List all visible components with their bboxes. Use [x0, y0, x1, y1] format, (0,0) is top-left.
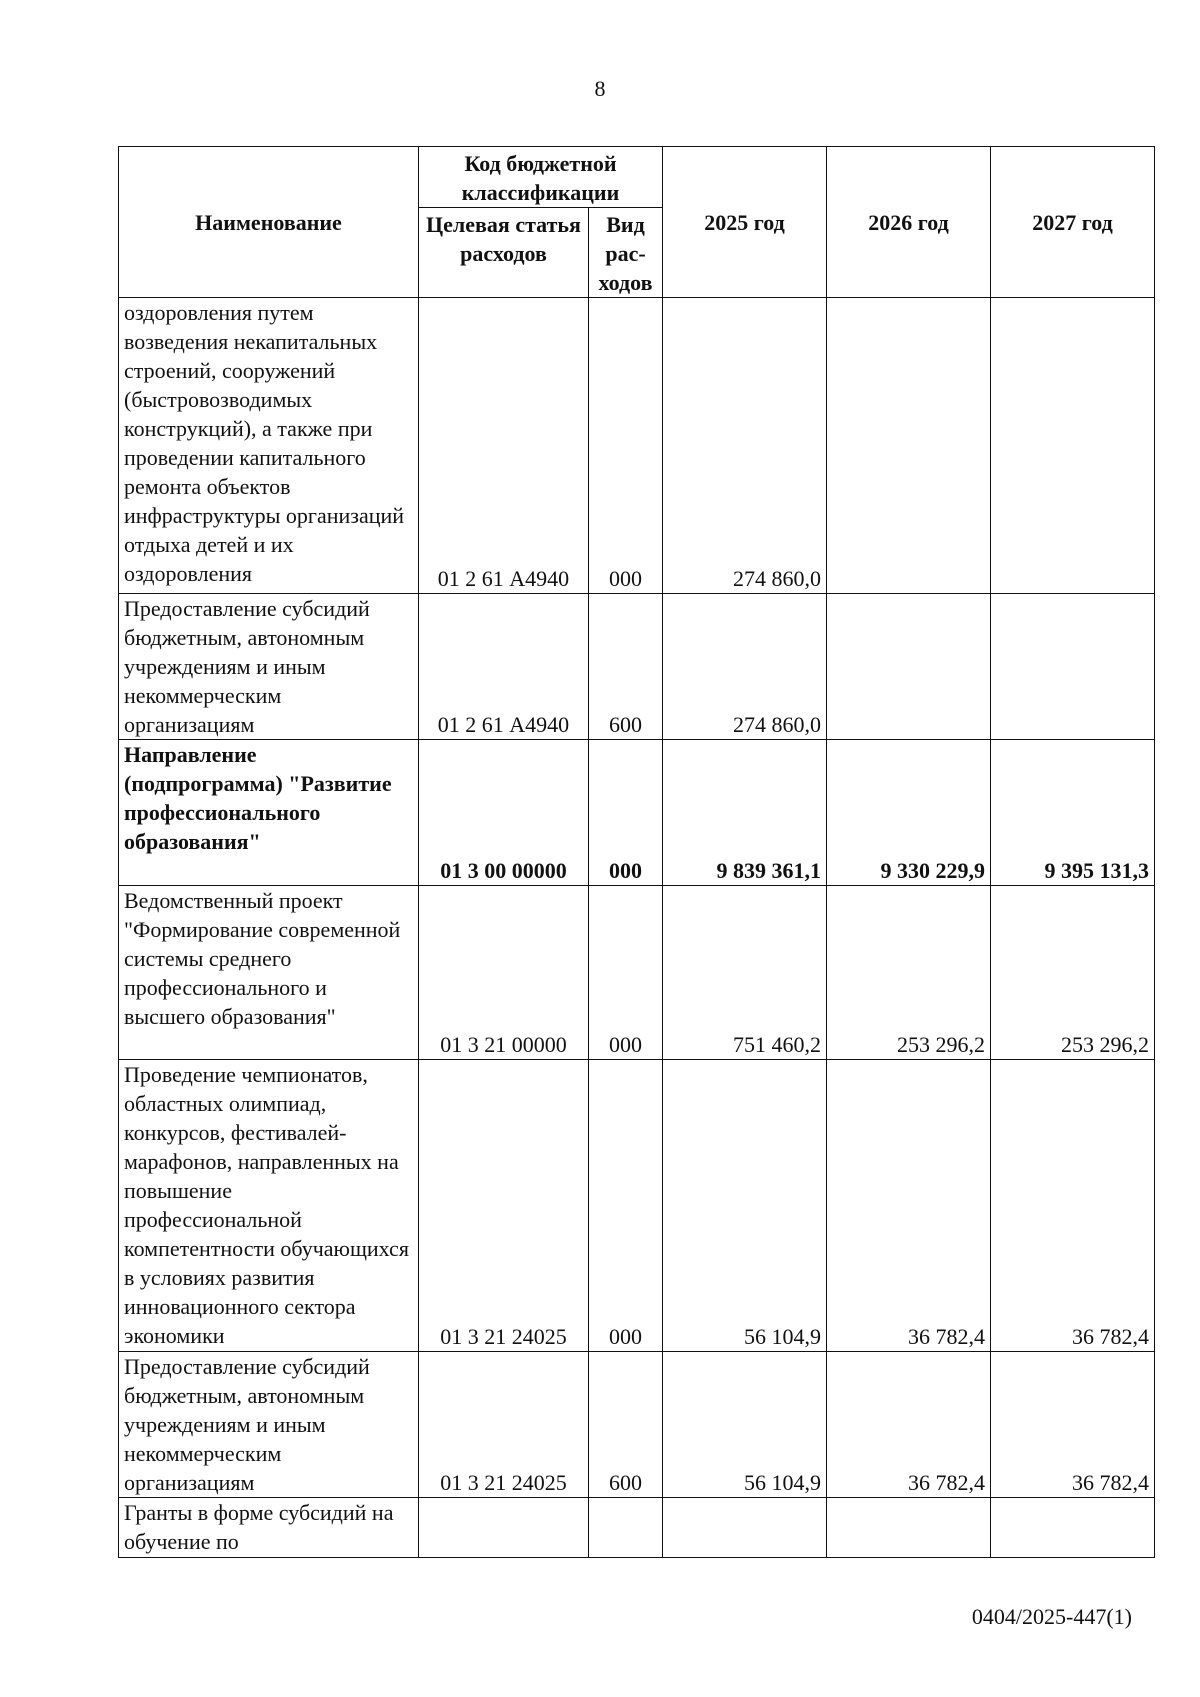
row-expense-type: 000	[589, 298, 663, 594]
row-value-2026	[827, 298, 991, 594]
table-row	[119, 594, 1155, 740]
row-value-2027	[991, 594, 1155, 740]
header-year-2025: 2025 год	[663, 147, 827, 298]
row-expense-type: 000	[589, 886, 663, 1060]
row-value-2026: 253 296,2	[827, 886, 991, 1060]
row-value-2026	[827, 1498, 991, 1558]
table-row	[119, 1060, 1155, 1352]
row-name: Гранты в форме субсидий на обучение по	[119, 1498, 419, 1558]
row-name: Предоставление субсидий бюджетным, автономным учреждениям и иным некоммерческим организациям	[119, 594, 419, 740]
table-row	[119, 1498, 1155, 1558]
row-target-code: 01 3 21 24025	[419, 1352, 589, 1498]
table-row	[119, 298, 1155, 594]
header-year-2027: 2027 год	[991, 147, 1155, 298]
table-body	[119, 298, 1155, 1558]
row-value-2025: 56 104,9	[663, 1060, 827, 1352]
row-value-2027	[991, 298, 1155, 594]
header-expense-type: Вид рас-ходов	[589, 208, 663, 298]
row-value-2025: 9 839 361,1	[663, 740, 827, 886]
table-row	[119, 740, 1155, 886]
row-target-code: 01 2 61 А4940	[419, 594, 589, 740]
row-value-2025: 274 860,0	[663, 594, 827, 740]
header-name: Наименование	[119, 147, 419, 298]
row-target-code: 01 3 00 00000	[419, 740, 589, 886]
row-name: оздоровления путем возведения некапитальных строений, сооружений (быстровозводимых конструкций), а также при проведении капитального ремонта объектов инфраструктуры организаций отдыха детей и их оздоровления	[119, 298, 419, 594]
row-expense-type	[589, 1498, 663, 1558]
row-value-2025	[663, 1498, 827, 1558]
row-value-2027: 36 782,4	[991, 1352, 1155, 1498]
row-value-2027: 9 395 131,3	[991, 740, 1155, 886]
row-name: Ведомственный проект "Формирование современной системы среднего профессионального и высшего образования"	[119, 886, 419, 1060]
table-row	[119, 886, 1155, 1060]
row-value-2025: 274 860,0	[663, 298, 827, 594]
row-name: Предоставление субсидий бюджетным, автономным учреждениям и иным некоммерческим организациям	[119, 1352, 419, 1498]
document-id: 0404/2025-447(1)	[971, 1604, 1132, 1629]
table-header	[119, 147, 1155, 298]
budget-table	[118, 146, 1155, 1558]
row-value-2026: 36 782,4	[827, 1060, 991, 1352]
row-target-code: 01 2 61 А4940	[419, 298, 589, 594]
row-name: Проведение чемпионатов, областных олимпиад, конкурсов, фестивалей-марафонов, направленных на повышение профессиональной компетентности обучающихся в условиях развития инновационного сектора экономики	[119, 1060, 419, 1352]
row-value-2026: 36 782,4	[827, 1352, 991, 1498]
row-value-2026	[827, 594, 991, 740]
page-number: 8	[594, 76, 606, 101]
row-value-2025: 751 460,2	[663, 886, 827, 1060]
row-value-2025: 56 104,9	[663, 1352, 827, 1498]
row-value-2026: 9 330 229,9	[827, 740, 991, 886]
table-row	[119, 1352, 1155, 1498]
row-expense-type: 600	[589, 594, 663, 740]
header-code-group: Код бюджетной классификации	[419, 147, 663, 208]
row-expense-type: 000	[589, 1060, 663, 1352]
header-target-article: Целевая статья расходов	[419, 208, 589, 298]
row-value-2027: 36 782,4	[991, 1060, 1155, 1352]
row-expense-type: 000	[589, 740, 663, 886]
row-expense-type: 600	[589, 1352, 663, 1498]
row-target-code	[419, 1498, 589, 1558]
row-value-2027: 253 296,2	[991, 886, 1155, 1060]
header-year-2026: 2026 год	[827, 147, 991, 298]
row-target-code: 01 3 21 00000	[419, 886, 589, 1060]
row-target-code: 01 3 21 24025	[419, 1060, 589, 1352]
row-value-2027	[991, 1498, 1155, 1558]
row-name: Направление (подпрограмма) "Развитие профессионального образования"	[119, 740, 419, 886]
header-row-top	[119, 147, 1155, 208]
